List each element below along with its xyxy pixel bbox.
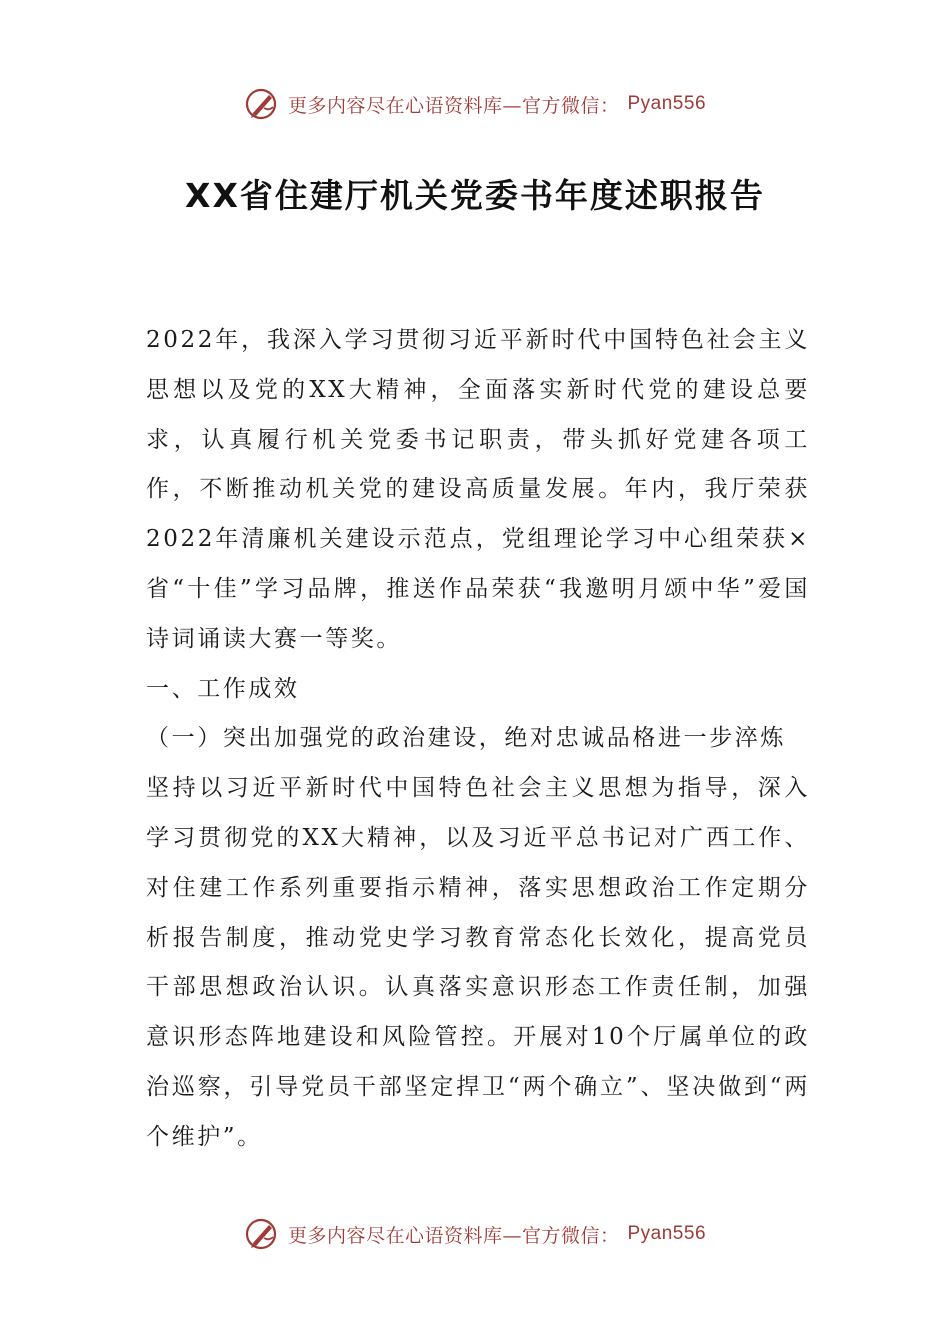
watermark-text: 更多内容尽在心语资料库—官方微信：	[287, 1224, 620, 1247]
footer-watermark	[0, 1216, 950, 1252]
section-heading: 一、工作成效	[146, 675, 300, 702]
pen-logo-icon	[244, 1216, 280, 1252]
header-watermark	[0, 86, 950, 122]
watermark-wechat-id: Pyan556	[627, 93, 707, 114]
watermark-text: 更多内容尽在心语资料库—官方微信：	[287, 94, 620, 117]
document-title: XX省住建厅机关党委书年度述职报告	[185, 176, 765, 215]
subsection-heading: （一）突出加强党的政治建设，绝对忠诚品格进一步淬炼	[146, 725, 786, 752]
watermark-wechat-id: Pyan556	[627, 1223, 707, 1244]
document-body	[146, 316, 810, 1163]
intro-paragraph: 2022年，我深入学习贯彻习近平新时代中国特色社会主义思想以及党的XX大精神，全面落实新时代党的建设总要求，认真履行机关党委书记职责，带头抓好党建各项工作，不断推动机关党的建设高质量发展。年内，我厅荣获2022年清廉机关建设示范点，党组理论学习中心组荣获×省“十佳”学习品牌，推送作品荣获“我邀明月颂中华”爱国诗词诵读大赛一等奖。	[146, 327, 810, 652]
pen-logo-icon	[244, 86, 280, 122]
body-paragraph: 坚持以习近平新时代中国特色社会主义思想为指导，深入学习贯彻党的XX大精神，以及习近平总书记对广西工作、对住建工作系列重要指示精神，落实思想政治工作定期分析报告制度，推动党史学习教育常态化长效化，提高党员干部思想政治认识。认真落实意识形态工作责任制，加强意识形态阵地建设和风险管控。开展对10个厅属单位的政治巡察，引导党员干部坚定捍卫“两个确立”、坚决做到“两个维护”。	[146, 775, 810, 1150]
